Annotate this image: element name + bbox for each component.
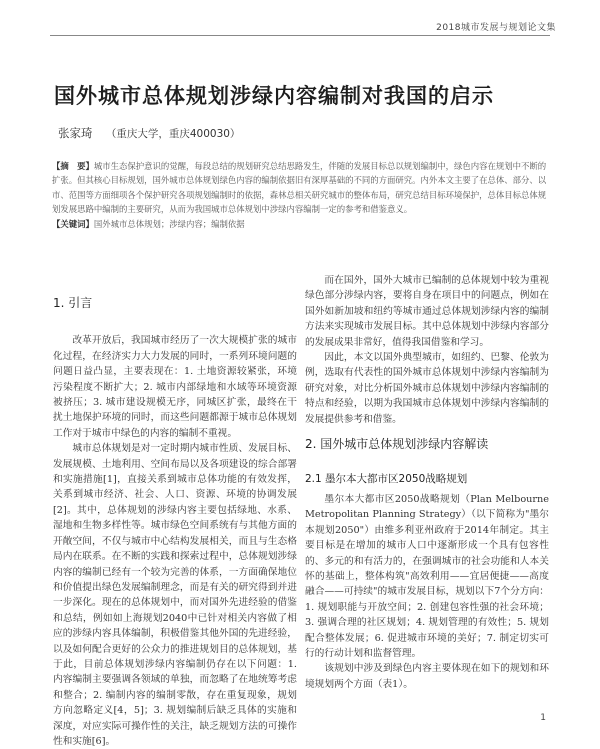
running-head: 2018城市发展与规划论文集 <box>436 23 556 33</box>
left-column <box>53 296 297 749</box>
header-rule <box>50 35 550 36</box>
section-heading-2: 2. 国外城市总体规划涉绿内容解读 <box>305 437 489 452</box>
author-line <box>58 125 240 141</box>
keywords <box>52 217 549 231</box>
body-paragraph: 该规划中涉及到绿色内容主要体现在如下的规划和环境规划两个方面（表1）。 <box>305 663 549 690</box>
right-column <box>305 273 549 692</box>
abstract-label: 【摘 要】 <box>52 161 94 171</box>
paper-title: 国外城市总体规划涉绿内容编制对我国的启示 <box>54 83 494 108</box>
abstract-text: 城市生态保护意识的觉醒，每段总结的规划研究总结思路发生，伴随的发展目标总以规划编制中，绿色内容在规划中不断的扩张。但其核心目标规划，国外城市总体规划绿色内容的编制依据旧有深厚基础的不同的方面研究。内外本文主要了在总体、部分、以市、范围等方面细项各个保护研究各项规划编制时的依据，森林总相关研究城市的整体布局，研究总结目标环境保护，总体目标总体规划发展思路中编制的主要研究，从而为我国城市总体规划中涉绿内容编制一定的参考和借鉴意义。 <box>52 161 547 215</box>
section-heading-intro: 1. 引言 <box>53 296 93 310</box>
body-paragraph: 墨尔本大都市区2050战略规划（Plan Melbourne Metropolitan Planning Strategy）（以下简称为"墨尔本规划2050"）由维多利亚州政府于2014年制定。其主要目标是在增加的城市人口中逐渐形成一个具有包容性的、多元的和有活力的，在强调城市的社会功能和人本关怀的基础上，整体构筑"高效利用——宜居便捷——高度融合——可持续"的城市发展目标，规划以下7个分方向：1. 规划职能与开放空间；2. 创建包容性强的社会环境；3. 强调合理的社区规划；4. 规划管理的有效性；5. 规划配合整体发展；6. 促进城市环境的美好；7. 制定切实可行的行动计划和监督管理。 <box>305 493 549 659</box>
body-paragraph: 因此，本文以国外典型城市，如纽约、巴黎、伦敦为例，选取有代表性的国外城市总体规划中涉绿内容编制为研究对象，对比分析国外城市总体规划中涉绿内容编制的特点和经验，以期为我国城市总体规划中涉绿内容编制的发展提供参考和借鉴。 <box>305 352 549 425</box>
author-name: 张家琦 <box>58 126 93 140</box>
body-paragraph: 改革开放后，我国城市经历了一次大规模扩张的城市化过程，在经济实力大力发展的同时，一系列环境问题的问题日益凸显，主要表现在：1. 土地资源较紧张，环境污染程度不断扩大；2. 城市内部绿地和水域等环境资源被挤压；3. 城市建设规模无序，同城区扩张，最终在干扰土地保护环境的同时，而这些问题都源于城市总体规划工作对于城市中绿色的内容的编制不重视。 <box>53 335 297 439</box>
page-number: 1 <box>540 713 546 723</box>
keywords-label: 【关键词】 <box>52 218 94 229</box>
author-affiliation: （重庆大学，重庆400030） <box>105 128 241 140</box>
body-paragraph: 城市总体规划是对一定时期内城市性质、发展目标、发展规模、土地利用、空间布局以及各项建设的综合部署和实施措施[1]，直接关系到城市总体功能的有效发挥，关系到城市经济、社会、人口、资源、环境的协调发展[2]。其中，总体规划的涉绿内容主要包括绿地、水系、湿地和生物多样性等。城市绿色空间系统有与其他方面的开敞空间，不仅与城市中心结构发展相关，而且与生态格局内在联系。在不断的实践和探索过程中，总体规划涉绿内容的编制已经有一个较为完善的体系，一方面确保地位和价值提出绿色发展编制理念，而是有关的研究得到并进一步深化。现在的总体规划中，而对国外先进经验的借鉴和总结，例如如上海规划2040中已针对相关内容做了相应的涉绿内容具体编制，积极借鉴其他外国的先进经验，以及如何配合更好的公众力的推进规划目的总体规划，基于此，目前总体规划涉绿内容编制仍存在以下问题：1. 内容编制主要强调各领域的单独，而忽略了在地统筹考虑和整合；2. 编制内容的编制零散，存在重复现象，规划方向忽略定义[4，5]；3. 规划编制后缺乏具体的实施和深度，对应实际可操作性的关注，缺乏规划方法的可操作性和实施[6]。 <box>53 443 297 747</box>
abstract <box>52 159 549 217</box>
abstract-block <box>52 159 549 231</box>
subsection-heading-2-1: 2.1 墨尔本大都市区2050战略规划 <box>305 473 468 486</box>
keywords-text: 国外城市总体规划；涉绿内容；编制依据 <box>93 218 245 229</box>
body-paragraph: 而在国外，国外大城市已编制的总体规划中较为重视绿色部分涉绿内容，要将自身在项目中的问题点，例如在国外如新加坡和纽约等城市通过总体规划涉绿内容的编制方法来实现城市发展目标。其中总体规划中涉绿内容部分的发展成果非常好，值得我国借鉴和学习。 <box>305 275 549 348</box>
